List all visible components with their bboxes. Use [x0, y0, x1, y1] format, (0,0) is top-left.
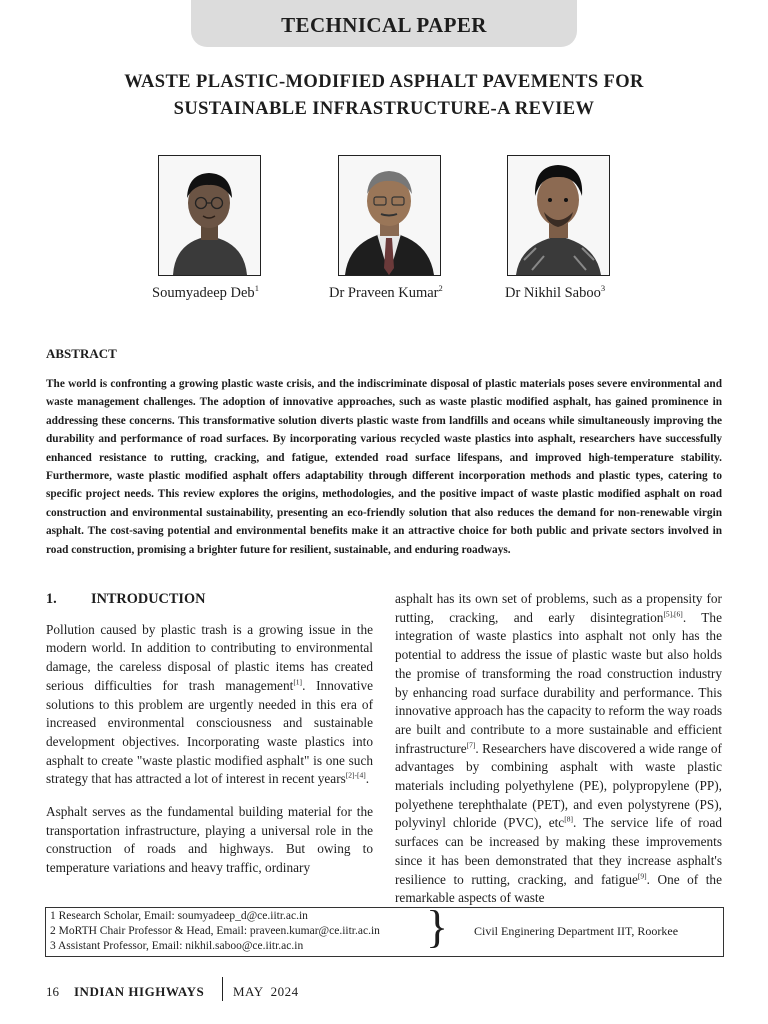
intro-heading — [46, 590, 373, 609]
citation: [1] — [293, 677, 303, 687]
page-number: 16 — [46, 984, 59, 999]
intro-right-column — [395, 590, 722, 922]
section-number: 1. — [46, 591, 57, 607]
footnote-2: 2 MoRTH Chair Professor & Head, Email: praveen.kumar@ce.iitr.ac.in — [50, 925, 380, 937]
footer-divider — [222, 977, 223, 1001]
section-title: INTRODUCTION — [91, 591, 206, 607]
section-tab-label: TECHNICAL PAPER — [281, 13, 487, 37]
paper-title-line1: WASTE PLASTIC-MODIFIED ASPHALT PAVEMENTS FOR — [124, 72, 644, 92]
section-tab — [191, 0, 577, 47]
abstract-heading: ABSTRACT — [46, 346, 117, 361]
author-photo-3 — [507, 155, 610, 276]
paper-title-line2: SUSTAINABLE INFRASTRUCTURE-A REVIEW — [173, 99, 595, 119]
author-photo-1 — [158, 155, 261, 276]
footnote-1: 1 Research Scholar, Email: soumyadeep_d@ce.iitr.ac.in — [50, 910, 308, 922]
intro-paragraph-1: Pollution caused by plastic trash is a growing issue in the modern world. In addition to contributing to environmental damage, the careless disposal of plastic items has created serious difficulties for trash management[1]. Innovative solutions to this problem are urgently needed in this era of increased environmental consciousness and sustainable development objectives. Incorporating waste plastics into asphalt to create "waste plastic modified asphalt" is one such strategy that has attracted a lot of interest in recent years[2]-[4]. — [46, 621, 373, 787]
paper-title — [60, 69, 708, 123]
citation: [8] — [564, 815, 573, 825]
citation: [2]-[4] — [345, 770, 366, 780]
curly-brace: } — [426, 901, 449, 952]
author-name-2: Dr Praveen Kumar$^2$ — [329, 283, 443, 301]
author-name-1: Soumyadeep Deb$^1$ — [152, 283, 259, 301]
abstract-text: The world is confronting a growing plastic waste crisis, and the indiscriminate disposal of plastic materials poses severe environmental and waste management challenges. The adoption of innovative approaches, such as waste plastic modified asphalt, has gained prominence in addressing these concerns. This transformative solution diverts plastic waste from landfills and oceans while simultaneously improving the durability and performance of road surfaces. By incorporating various recycled waste plastics into asphalt, researchers have successfully enhanced resistance to rutting, cracking, and fatigue, extended road surface lifespans, and improved high-temperature stability. Furthermore, waste plastic modified asphalt offers adaptability through different incorporation methods and plastic types, catering to specific project needs. This review explores the origins, methodologies, and the positive impact of waste plastic modified asphalt on road construction and environmental sustainability, presenting an eco-friendly solution that also reduces the demand for non-renewable virgin asphalt. The cost-saving potential and environmental benefits make it an attractive choice for both public and private sectors involved in road construction, promising a brighter future for resilient, sustainable, and enduring roadways. — [46, 378, 722, 556]
footnote-3: 3 Assistant Professor, Email: nikhil.saboo@ce.iitr.ac.in — [50, 940, 304, 952]
author-photo-2 — [338, 155, 441, 276]
issue-date: MAY 2024 — [233, 984, 299, 999]
affiliation-box — [45, 901, 724, 957]
intro-paragraph-2: Asphalt serves as the fundamental building material for the transportation infrastructure, playing a universal role in the construction of roads and highways. But owing to temperature variations and heavy traffic, ordinary — [46, 804, 373, 876]
author-name-3: Dr Nikhil Saboo$^3$ — [505, 283, 606, 301]
journal-name: INDIAN HIGHWAYS — [74, 984, 205, 999]
citation: [7] — [466, 740, 476, 750]
department-label: Civil Enginering Department IIT, Roorkee — [474, 924, 679, 938]
intro-left-column — [46, 590, 373, 892]
citation: [5],[6] — [663, 609, 683, 619]
citation: [9] — [637, 871, 647, 881]
intro-paragraph-3: asphalt has its own set of problems, such as a propensity for rutting, cracking, and early disintegration[5],[6]. The integration of waste plastics into asphalt not only has the potential to address the issue of plastic waste but also holds the promise of transforming the road construction industry by enhancing road surface durability and performance. This innovative approach has the capacity to reform the way roads are built and contribute to a more sustainable and efficient infrastructure[7]. Researchers have discovered a wide range of advantages by combining asphalt with waste plastic materials including polyethylene (PE), polypropylene (PP), polyethene terephthalate (PET), and even polystyrene (PS), polyvinyl chloride (PVC), etc[8]. The service life of road surfaces can be increased by making these improvements since it has been demonstrated that they increase asphalt's resilience to rutting, cracking, and fatigue[9]. One of the remarkable aspects of waste — [395, 591, 723, 906]
